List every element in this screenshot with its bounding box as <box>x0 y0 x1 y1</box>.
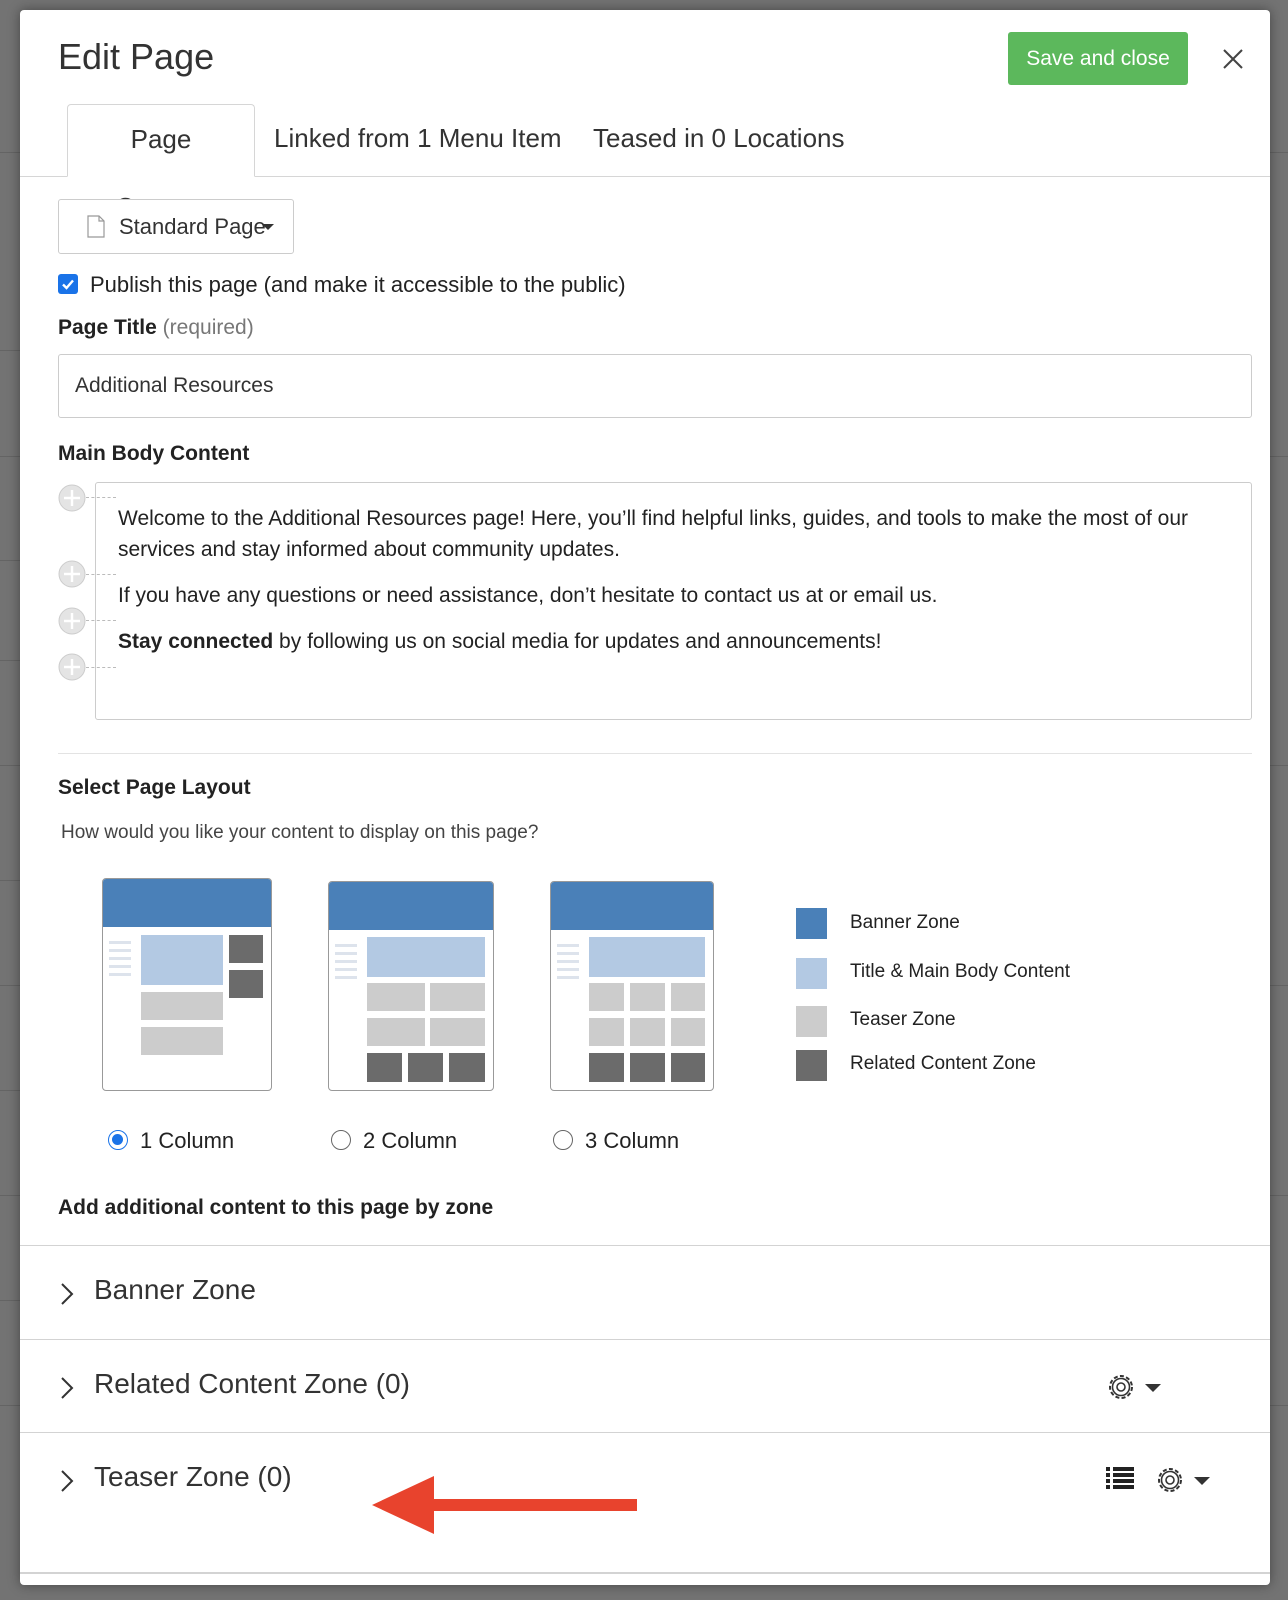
legend-label: Title & Main Body Content <box>850 961 1071 982</box>
zone-label: Teaser Zone (0) <box>94 1461 292 1492</box>
layout-2-column-thumbnail[interactable] <box>328 881 494 1091</box>
caret-down-icon <box>1145 1384 1161 1392</box>
caret-down-icon <box>1194 1477 1210 1485</box>
nav-line <box>335 952 357 955</box>
legend-swatch-related <box>796 1050 827 1081</box>
zone-row-banner[interactable] <box>20 1245 1270 1338</box>
related-content-block <box>229 935 263 963</box>
teaser-block <box>367 1018 425 1046</box>
teaser-block <box>671 983 705 1011</box>
body-paragraph <box>118 626 1229 657</box>
zone-list-bottom-border <box>20 1572 1270 1574</box>
related-content-block <box>367 1053 402 1082</box>
add-block-icon[interactable] <box>58 484 86 512</box>
banner-zone-block <box>551 882 713 930</box>
banner-zone-block <box>103 879 271 927</box>
chevron-right-icon[interactable] <box>60 1469 74 1498</box>
add-block-icon[interactable] <box>58 653 86 681</box>
legend-label: Banner Zone <box>850 912 960 933</box>
teaser-block <box>630 983 665 1011</box>
publish-checkbox[interactable] <box>58 274 78 294</box>
zone-row-related-content[interactable] <box>20 1339 1270 1432</box>
page-title-label-text: Page Title <box>58 316 157 339</box>
tab-bar <box>20 104 1270 177</box>
radio-label: 3 Column <box>585 1128 680 1153</box>
page-type-label: Standard Page <box>119 214 266 239</box>
edit-page-modal <box>20 10 1270 1585</box>
page-title-label <box>58 316 254 340</box>
main-body-block <box>141 935 223 985</box>
related-content-block <box>671 1053 705 1082</box>
nav-line <box>335 976 357 979</box>
body-text: by following us on social media for updates and announcements! <box>273 630 882 653</box>
teaser-block <box>589 1018 624 1046</box>
layout-1-column-thumbnail[interactable] <box>102 878 272 1091</box>
page-type-dropdown[interactable] <box>58 199 294 254</box>
nav-line <box>109 973 131 976</box>
body-paragraph: If you have any questions or need assistance, don’t hesitate to contact us at or email us. <box>118 584 938 607</box>
body-bold-text: Stay connected <box>118 630 274 653</box>
nav-line <box>335 960 357 963</box>
legend-swatch-main-body <box>796 958 827 989</box>
legend-label: Related Content Zone <box>850 1053 1036 1074</box>
nav-line <box>557 960 579 963</box>
body-paragraph: Welcome to the Additional Resources page! Here, you’ll find helpful links, guides, and tools to make the most of our services and stay informed about community updates. <box>118 507 1189 561</box>
add-block-icon[interactable] <box>58 607 86 635</box>
radio-2-column[interactable] <box>331 1130 351 1150</box>
close-icon[interactable] <box>1218 44 1248 74</box>
tab-page-content[interactable]: Page <box>67 104 255 177</box>
nav-line <box>335 944 357 947</box>
teaser-block <box>141 1027 223 1055</box>
nav-line <box>109 941 131 944</box>
legend-swatch-teaser <box>796 1006 827 1037</box>
teaser-block <box>589 983 624 1011</box>
main-body-block <box>367 937 485 977</box>
modal-title: Edit Page <box>58 36 215 77</box>
main-body-block <box>589 937 705 977</box>
teaser-block <box>430 1018 485 1046</box>
related-content-block <box>589 1053 624 1082</box>
add-block-icon[interactable] <box>58 560 86 588</box>
teaser-block <box>671 1018 705 1046</box>
main-body-editor[interactable] <box>95 482 1252 720</box>
layout-subheading: How would you like your content to display on this page? <box>61 822 539 843</box>
list-view-icon[interactable] <box>1105 1463 1135 1498</box>
teaser-block <box>430 983 485 1011</box>
teaser-block <box>141 992 223 1020</box>
nav-line <box>557 944 579 947</box>
caret-down-icon <box>262 224 274 230</box>
required-hint: (required) <box>162 316 254 339</box>
radio-label: 1 Column <box>140 1128 235 1153</box>
banner-zone-block <box>329 882 493 930</box>
gear-icon <box>1159 1469 1181 1491</box>
tab-linked-menu-items[interactable]: Linked from 1 Menu Item <box>274 123 562 153</box>
teaser-block <box>630 1018 665 1046</box>
zones-heading: Add additional content to this page by zone <box>58 1196 494 1219</box>
document-icon <box>87 215 105 243</box>
radio-3-column[interactable] <box>553 1130 573 1150</box>
annotation-arrow-icon <box>372 1470 642 1545</box>
related-content-block <box>408 1053 443 1082</box>
legend-label: Teaser Zone <box>850 1009 956 1030</box>
related-content-block <box>229 970 263 998</box>
nav-line <box>557 976 579 979</box>
save-and-close-button[interactable]: Save and close <box>1008 32 1188 85</box>
related-content-block <box>630 1053 665 1082</box>
tab-teased-locations[interactable]: Teased in 0 Locations <box>593 123 845 153</box>
zone-settings-dropdown[interactable] <box>1154 1463 1216 1502</box>
zone-settings-dropdown[interactable] <box>1105 1370 1167 1409</box>
teaser-block <box>367 983 425 1011</box>
radio-label: 2 Column <box>363 1128 458 1153</box>
radio-1-column[interactable] <box>108 1130 128 1150</box>
nav-line <box>109 949 131 952</box>
nav-line <box>109 965 131 968</box>
main-body-label: Main Body Content <box>58 442 250 465</box>
zone-label: Related Content Zone (0) <box>94 1368 410 1399</box>
zone-label: Banner Zone <box>94 1274 256 1305</box>
chevron-right-icon[interactable] <box>60 1376 74 1405</box>
page-title-input[interactable] <box>58 354 1252 418</box>
chevron-right-icon[interactable] <box>60 1282 74 1311</box>
nav-line <box>557 968 579 971</box>
legend-swatch-banner <box>796 908 827 939</box>
nav-line <box>109 957 131 960</box>
layout-3-column-thumbnail[interactable] <box>550 881 714 1091</box>
publish-label: Publish this page (and make it accessible to the public) <box>90 272 626 297</box>
nav-line <box>335 968 357 971</box>
section-divider <box>58 753 1252 754</box>
nav-line <box>557 952 579 955</box>
gear-icon <box>1110 1376 1132 1398</box>
related-content-block <box>449 1053 485 1082</box>
zone-row-teaser[interactable] <box>20 1432 1270 1525</box>
layout-heading: Select Page Layout <box>58 776 251 799</box>
